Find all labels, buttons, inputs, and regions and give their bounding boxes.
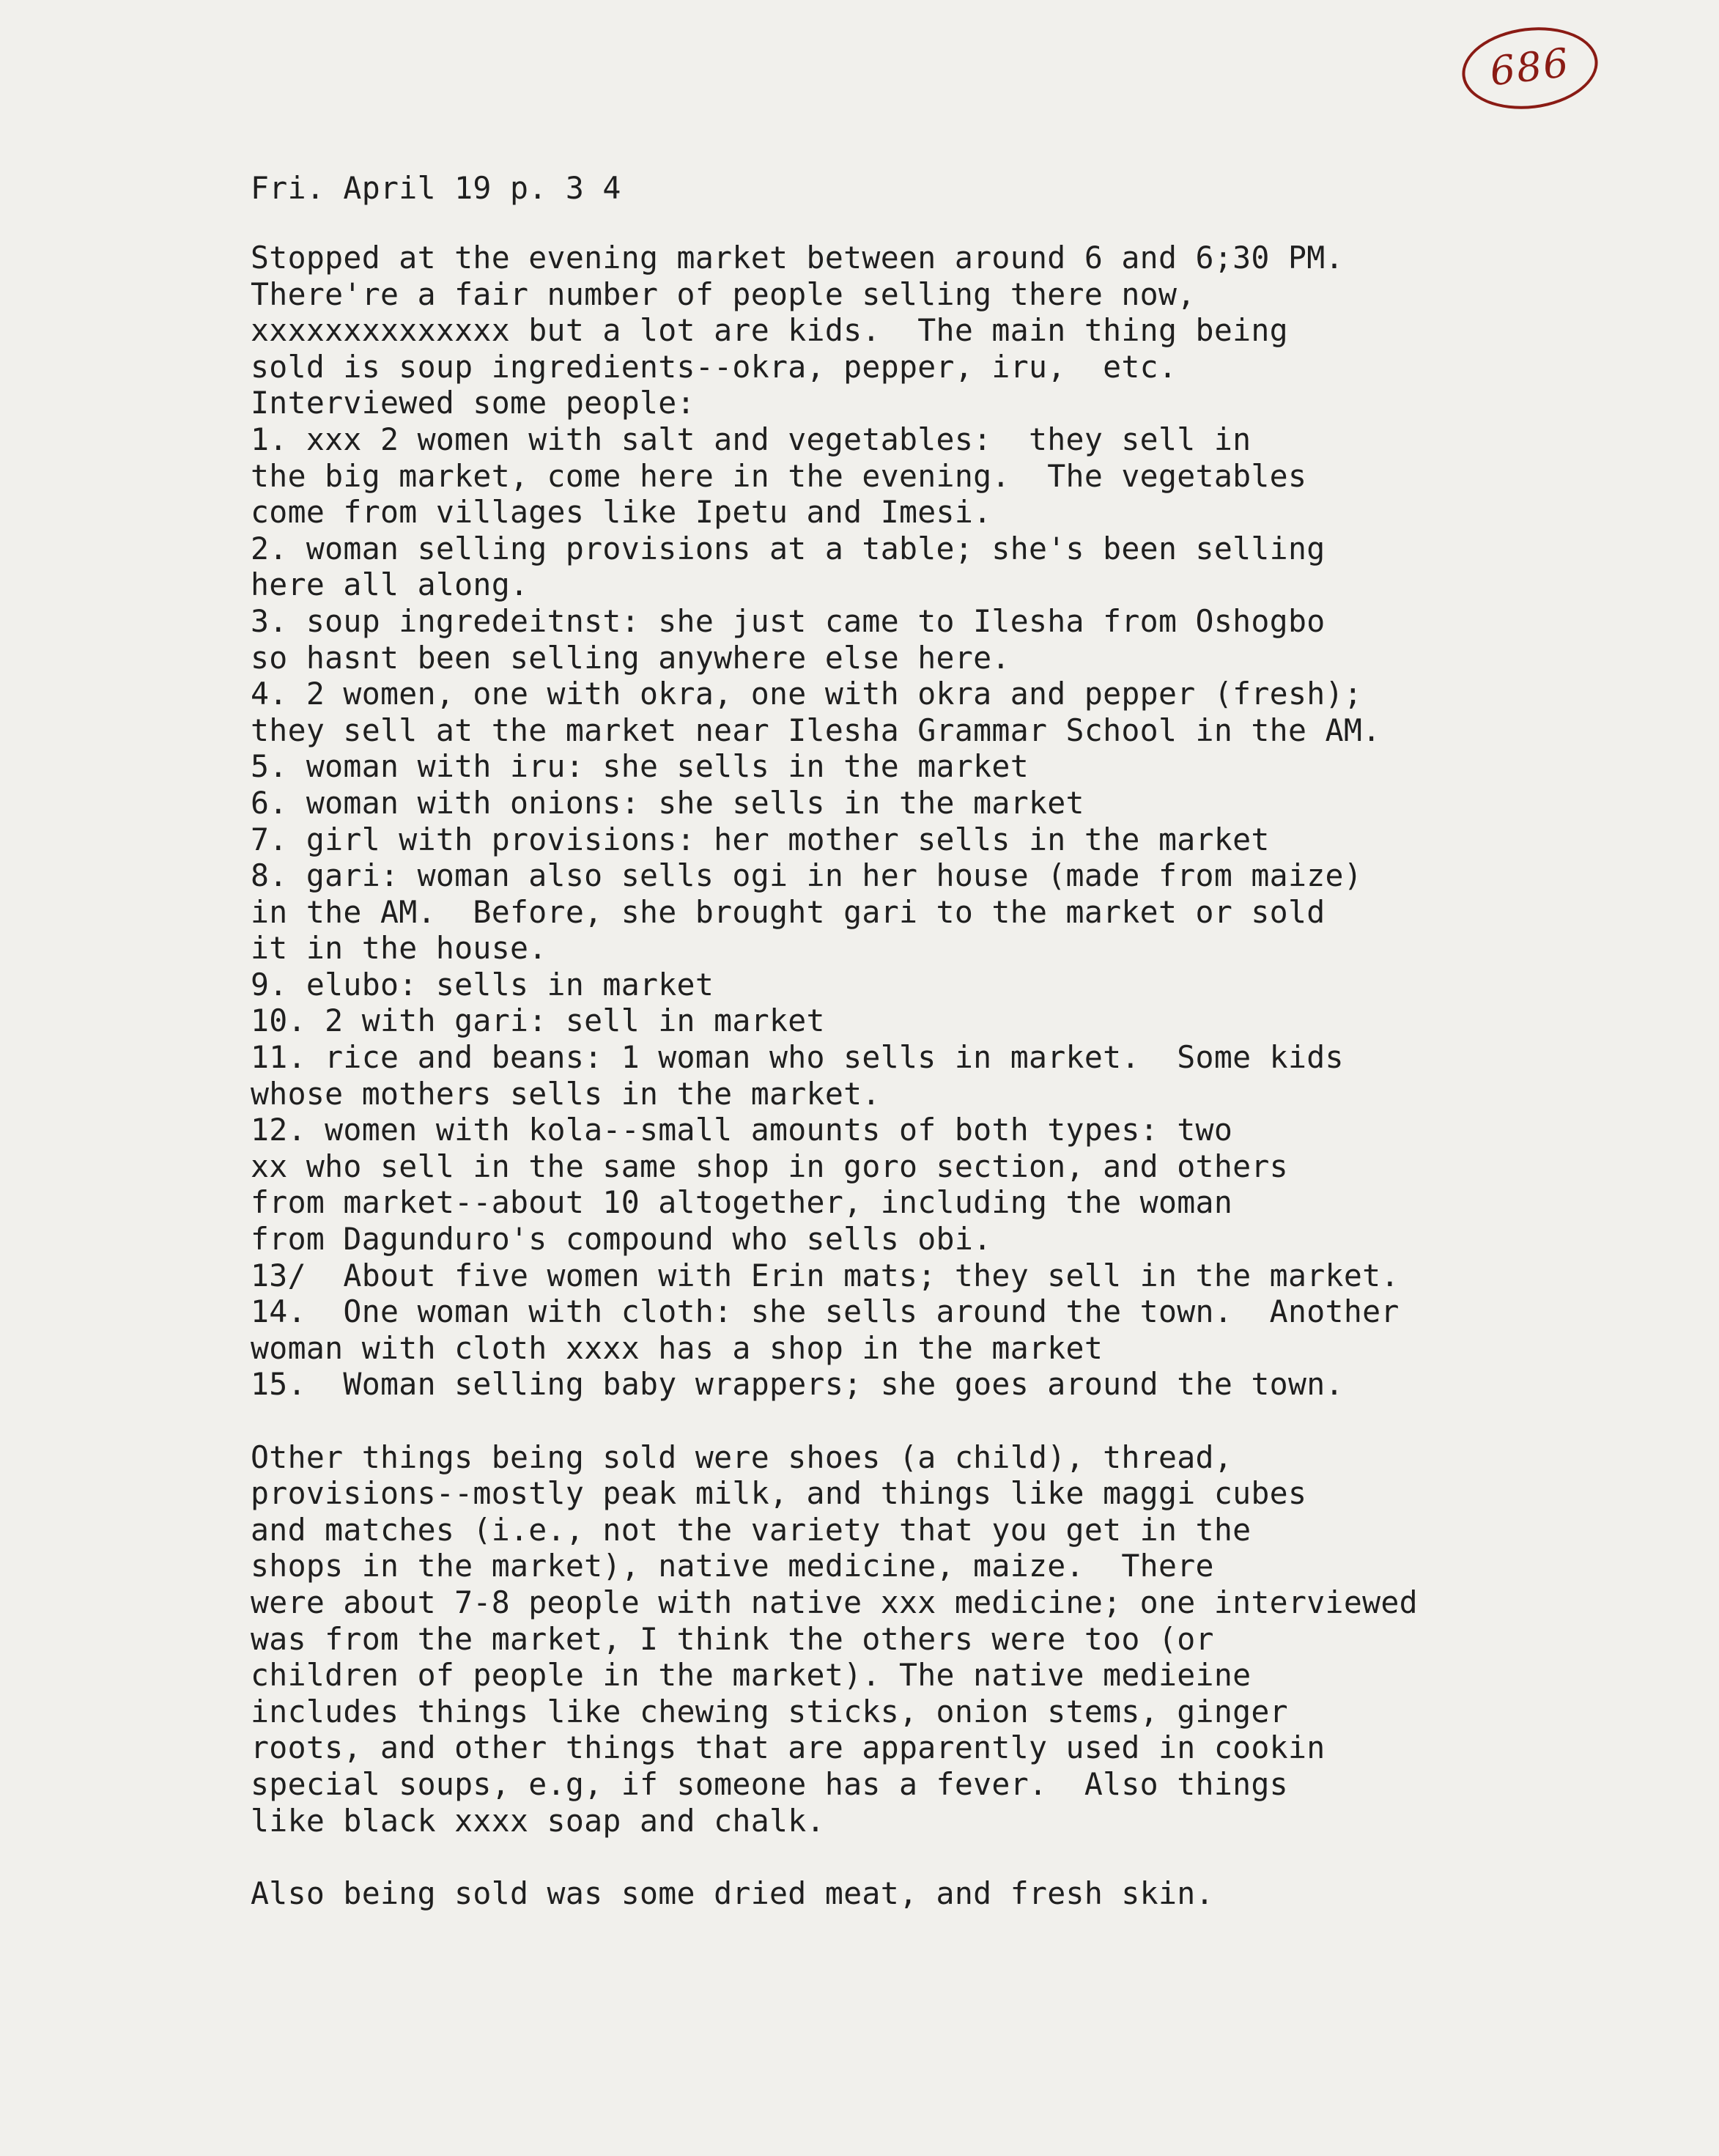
typed-line: 10. 2 with gari: sell in market: [251, 1003, 825, 1039]
typed-line: 11. rice and beans: 1 woman who sells in market. Some kids: [251, 1039, 1344, 1076]
typed-line: woman with cloth xxxx has a shop in the market: [251, 1329, 1104, 1366]
typed-line: 8. gari: woman also sells ogi in her house (made from maize): [251, 857, 1363, 894]
typed-line: 12. women with kola--small amounts of both types: two: [251, 1112, 1233, 1148]
typed-line: There're a fair number of people selling there now,: [251, 276, 1196, 312]
typed-line: includes things like chewing sticks, onion stems, ginger: [251, 1693, 1288, 1729]
typed-line: shops in the market), native medicine, maize. There: [251, 1548, 1214, 1584]
typed-line: 5. woman with iru: she sells in the market: [251, 748, 1029, 785]
typed-line: here all along.: [251, 566, 529, 603]
typed-line: and matches (i.e., not the variety that you get in the: [251, 1511, 1252, 1548]
typed-line: 2. woman selling provisions at a table; she's been selling: [251, 530, 1326, 566]
typed-line: 14. One woman with cloth: she sells around the town. Another: [251, 1293, 1400, 1330]
typed-line: from Dagunduro's compound who sells obi.: [251, 1221, 992, 1258]
typed-body: [251, 240, 1418, 1911]
typed-line: they sell at the market near Ilesha Grammar School in the AM.: [251, 712, 1381, 748]
typed-line: 7. girl with provisions: her mother sells in the market: [251, 821, 1270, 857]
typed-line: [251, 1839, 1418, 1875]
typed-line: Also being sold was some dried meat, and fresh skin.: [251, 1875, 1214, 1911]
page-number: 686: [1487, 39, 1572, 95]
typed-line: 13/ About five women with Erin mats; they sell in the market.: [251, 1257, 1400, 1293]
typed-line: from market--about 10 altogether, including the woman: [251, 1184, 1233, 1221]
typed-line: Interviewed some people:: [251, 385, 695, 421]
typed-line: the big market, come here in the evening. The vegetables: [251, 457, 1307, 494]
typed-line: 15. Woman selling baby wrappers; she goes around the town.: [251, 1366, 1344, 1403]
typed-line: was from the market, I think the others were too (or: [251, 1620, 1214, 1657]
typed-line: 6. woman with onions: she sells in the market: [251, 784, 1084, 821]
page-header: Fri. April 19 p. 3 4: [251, 170, 621, 206]
typed-line: 1. xxx 2 women with salt and vegetables: they sell in: [251, 421, 1252, 457]
typed-line: Stopped at the evening market between around 6 and 6;30 PM.: [251, 240, 1344, 276]
typed-line: it in the house.: [251, 930, 547, 967]
typed-line: 9. elubo: sells in market: [251, 966, 714, 1003]
typed-line: Other things being sold were shoes (a child), thread,: [251, 1439, 1233, 1475]
typed-line: like black xxxx soap and chalk.: [251, 1802, 825, 1839]
typed-line: special soups, e.g, if someone has a fever. Also things: [251, 1765, 1288, 1802]
typed-line: 3. soup ingredeitnst: she just came to Ilesha from Oshogbo: [251, 602, 1326, 639]
typed-line: whose mothers sells in the market.: [251, 1075, 881, 1112]
typed-line: provisions--mostly peak milk, and things like maggi cubes: [251, 1475, 1307, 1512]
typed-line: so hasnt been selling anywhere else here.: [251, 639, 1010, 676]
typed-line: were about 7-8 people with native xxx medicine; one interviewed: [251, 1584, 1418, 1620]
typed-line: xxxxxxxxxxxxxx but a lot are kids. The main thing being: [251, 312, 1288, 349]
typed-line: [251, 1403, 1418, 1439]
typed-line: in the AM. Before, she brought gari to the market or sold: [251, 893, 1326, 930]
page-number-stamp: [1457, 20, 1602, 117]
typed-line: children of people in the market). The native medieine: [251, 1657, 1252, 1694]
typed-line: 4. 2 women, one with okra, one with okra and pepper (fresh);: [251, 676, 1363, 712]
typed-line: roots, and other things that are apparently used in cookin: [251, 1729, 1326, 1766]
typed-line: sold is soup ingredients--okra, pepper, iru, etc.: [251, 348, 1178, 385]
typed-line: xx who sell in the same shop in goro section, and others: [251, 1148, 1288, 1184]
typed-line: come from villages like Ipetu and Imesi.: [251, 494, 992, 531]
